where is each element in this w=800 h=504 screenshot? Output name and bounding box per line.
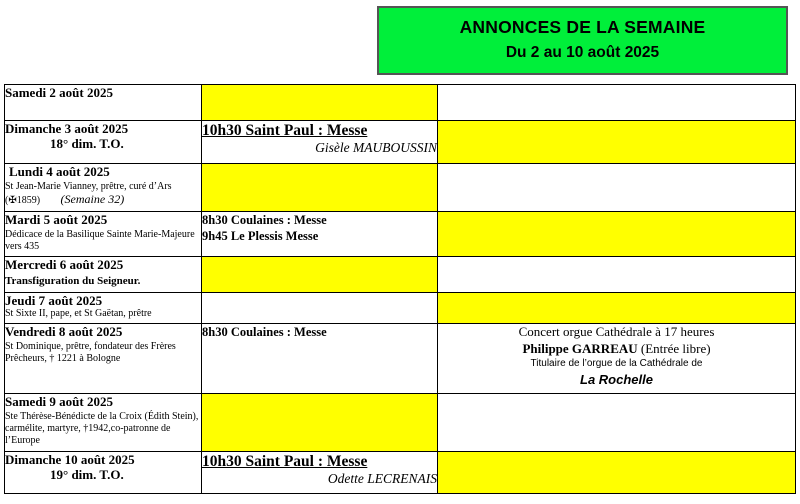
morning-cell — [202, 324, 438, 394]
saint-of-day: St Jean-Marie Vianney, prêtre, curé d’Ars (✠1859) — [5, 181, 172, 206]
concert-announcement — [438, 324, 795, 388]
day-date: Vendredi 8 août 2025 — [5, 324, 123, 339]
liturgical-sunday: 19° dim. T.O. — [50, 467, 124, 482]
day-date: Samedi 9 août 2025 — [5, 394, 113, 409]
table-row — [5, 394, 796, 452]
day-date: Mardi 5 août 2025 — [5, 212, 108, 227]
event-cell — [438, 85, 796, 121]
morning-cell — [202, 85, 438, 121]
day-cell — [5, 257, 202, 293]
day-cell — [5, 324, 202, 394]
morning-cell — [202, 164, 438, 212]
table-row — [5, 324, 796, 394]
mass-intention: Gisèle MAUBOUSSIN — [315, 140, 437, 155]
saint-of-day: St Dominique, prêtre, fondateur des Frères Prêcheurs, † 1221 à Bologne — [5, 341, 176, 364]
day-cell — [5, 164, 202, 212]
liturgical-sunday: 18° dim. T.O. — [50, 136, 124, 151]
table-row — [5, 212, 796, 257]
morning-cell — [202, 394, 438, 452]
event-cell — [438, 293, 796, 324]
day-cell — [5, 394, 202, 452]
day-date: Dimanche 10 août 2025 — [5, 452, 135, 467]
concert-title: Concert orgue Cathédrale à 17 heures — [518, 324, 715, 339]
header-banner — [377, 6, 788, 75]
schedule-table — [4, 84, 796, 494]
performer-role: Titulaire de l’orgue de la Cathédrale de — [530, 358, 703, 369]
concert-performer: Philippe GARREAU — [522, 341, 638, 356]
day-date: Samedi 2 août 2025 — [5, 85, 113, 100]
mass-le-plessis: 9h45 Le Plessis Messe — [202, 229, 319, 243]
header-dates: Du 2 au 10 août 2025 — [505, 44, 660, 61]
table-row — [5, 121, 796, 164]
day-cell — [5, 293, 202, 324]
saint-of-day: Ste Thérèse-Bénédicte de la Croix (Édith Stein), carmélite, martyre, †1942,co-patronne de l’Europe — [5, 411, 199, 446]
table-row — [5, 257, 796, 293]
feast-of-day: Transfiguration du Seigneur. — [5, 275, 141, 287]
event-cell — [438, 452, 796, 494]
morning-cell — [202, 293, 438, 324]
morning-cell — [202, 212, 438, 257]
morning-cell — [202, 121, 438, 164]
saint-of-day: St Sixte II, pape, et St Gaëtan, prêtre — [5, 308, 152, 319]
day-date: Dimanche 3 août 2025 — [5, 121, 129, 136]
event-cell — [438, 164, 796, 212]
day-date: Mercredi 6 août 2025 — [5, 257, 124, 272]
day-date: Jeudi 7 août 2025 — [5, 293, 103, 308]
saint-of-day: Dédicace de la Basilique Sainte Marie-Majeure vers 435 — [5, 229, 195, 252]
sunday-mass: 10h30 Saint Paul : Messe — [202, 122, 368, 139]
performer-city: La Rochelle — [580, 372, 653, 387]
day-cell — [5, 121, 202, 164]
event-cell — [438, 324, 796, 394]
mass-intention: Odette LECRENAIS — [327, 471, 437, 486]
day-cell — [5, 212, 202, 257]
event-cell — [438, 121, 796, 164]
morning-cell — [202, 257, 438, 293]
day-cell — [5, 452, 202, 494]
event-cell — [438, 212, 796, 257]
week-number: (Semaine 32) — [60, 192, 125, 206]
morning-cell — [202, 452, 438, 494]
table-row — [5, 452, 796, 494]
concert-entry: (Entrée libre) — [640, 341, 711, 356]
table-row — [5, 293, 796, 324]
sunday-mass: 10h30 Saint Paul : Messe — [202, 453, 368, 470]
table-row — [5, 85, 796, 121]
table-row — [5, 164, 796, 212]
mass-coulaines: 8h30 Coulaines : Messe — [202, 325, 327, 339]
header-title: ANNONCES DE LA SEMAINE — [459, 17, 706, 37]
mass-coulaines: 8h30 Coulaines : Messe — [202, 213, 327, 227]
event-cell — [438, 394, 796, 452]
day-cell — [5, 85, 202, 121]
day-date: Lundi 4 août 2025 — [9, 164, 110, 179]
event-cell — [438, 257, 796, 293]
